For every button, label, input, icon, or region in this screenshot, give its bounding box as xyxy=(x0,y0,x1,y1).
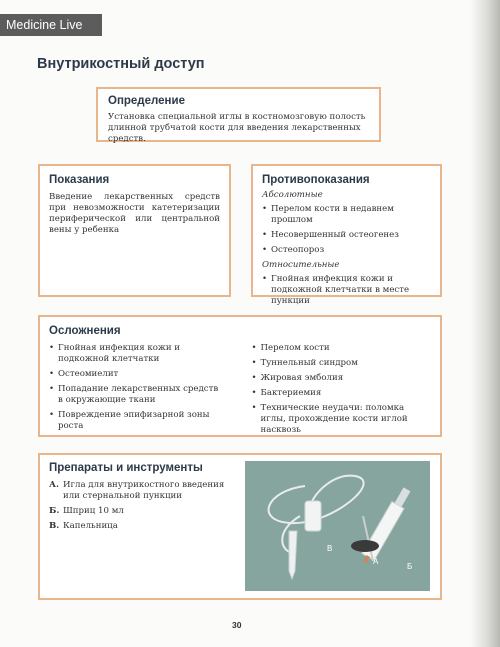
page-number: 30 xyxy=(232,620,242,630)
list-item: • Перелом кости в недавнем прошлом xyxy=(262,204,431,226)
list-item xyxy=(49,480,234,502)
list-item: • Перелом кости xyxy=(252,343,432,354)
instruments-illustration xyxy=(245,461,430,591)
definition-box xyxy=(96,87,381,142)
preparations-heading: Препараты и инструменты xyxy=(49,462,203,474)
instruments-photo xyxy=(245,461,430,591)
list-item: • Повреждение эпифизарной зоны роста xyxy=(49,410,224,432)
indications-heading: Показания xyxy=(49,174,110,186)
list-item: • Туннельный синдром xyxy=(252,358,432,369)
complications-heading: Осложнения xyxy=(49,325,121,337)
label-b: Б xyxy=(407,562,413,571)
indications-text: Введение лекарственных средств при невозможности катетеризации периферической или центральной вены у ребенка xyxy=(49,192,220,235)
label-a: А xyxy=(373,557,379,566)
list-item-text: Капельница xyxy=(63,521,118,531)
list-item: • Гнойная инфекция кожи и подкожной клетчатки xyxy=(49,343,224,365)
indications-box xyxy=(38,164,231,297)
page-title: Внутрикостный доступ xyxy=(37,56,205,72)
definition-text: Установка специальной иглы в костномозговую полость длинной трубчатой кости для введения лекарственных средств. xyxy=(108,112,366,144)
list-item-text: Шприц 10 мл xyxy=(63,506,124,516)
relative-label: Относительные xyxy=(262,260,340,270)
drip-chamber-shape xyxy=(305,501,321,531)
absolute-label: Абсолютные xyxy=(262,190,323,200)
label-v: В xyxy=(327,544,333,553)
list-item: • Несовершенный остеогенез xyxy=(262,230,431,241)
list-item: • Технические неудачи: поломка иглы, прохождение кости иглой насквозь xyxy=(252,403,432,436)
contraindications-box xyxy=(251,164,442,306)
list-item xyxy=(49,506,234,517)
list-item: • Бактериемия xyxy=(252,388,432,399)
watermark-label: Medicine Live xyxy=(0,14,102,36)
list-item xyxy=(49,521,234,532)
needle-hub-shape xyxy=(351,540,379,552)
list-item-text: Игла для внутрикостного введения или стернальной пункции xyxy=(63,480,225,501)
list-item: • Жировая эмболия xyxy=(252,373,432,384)
list-item: • Остеомиелит xyxy=(49,369,224,380)
definition-heading: Определение xyxy=(108,95,185,107)
list-item: • Гнойная инфекция кожи и подкожной клетчатки в месте пункции xyxy=(262,274,431,307)
contraindications-heading: Противопоказания xyxy=(262,174,370,186)
page-edge-shadow xyxy=(470,0,500,647)
complications-box xyxy=(38,315,442,437)
list-item: • Попадание лекарственных средств в окружающие ткани xyxy=(49,384,224,406)
list-item: • Остеопороз xyxy=(262,245,431,256)
